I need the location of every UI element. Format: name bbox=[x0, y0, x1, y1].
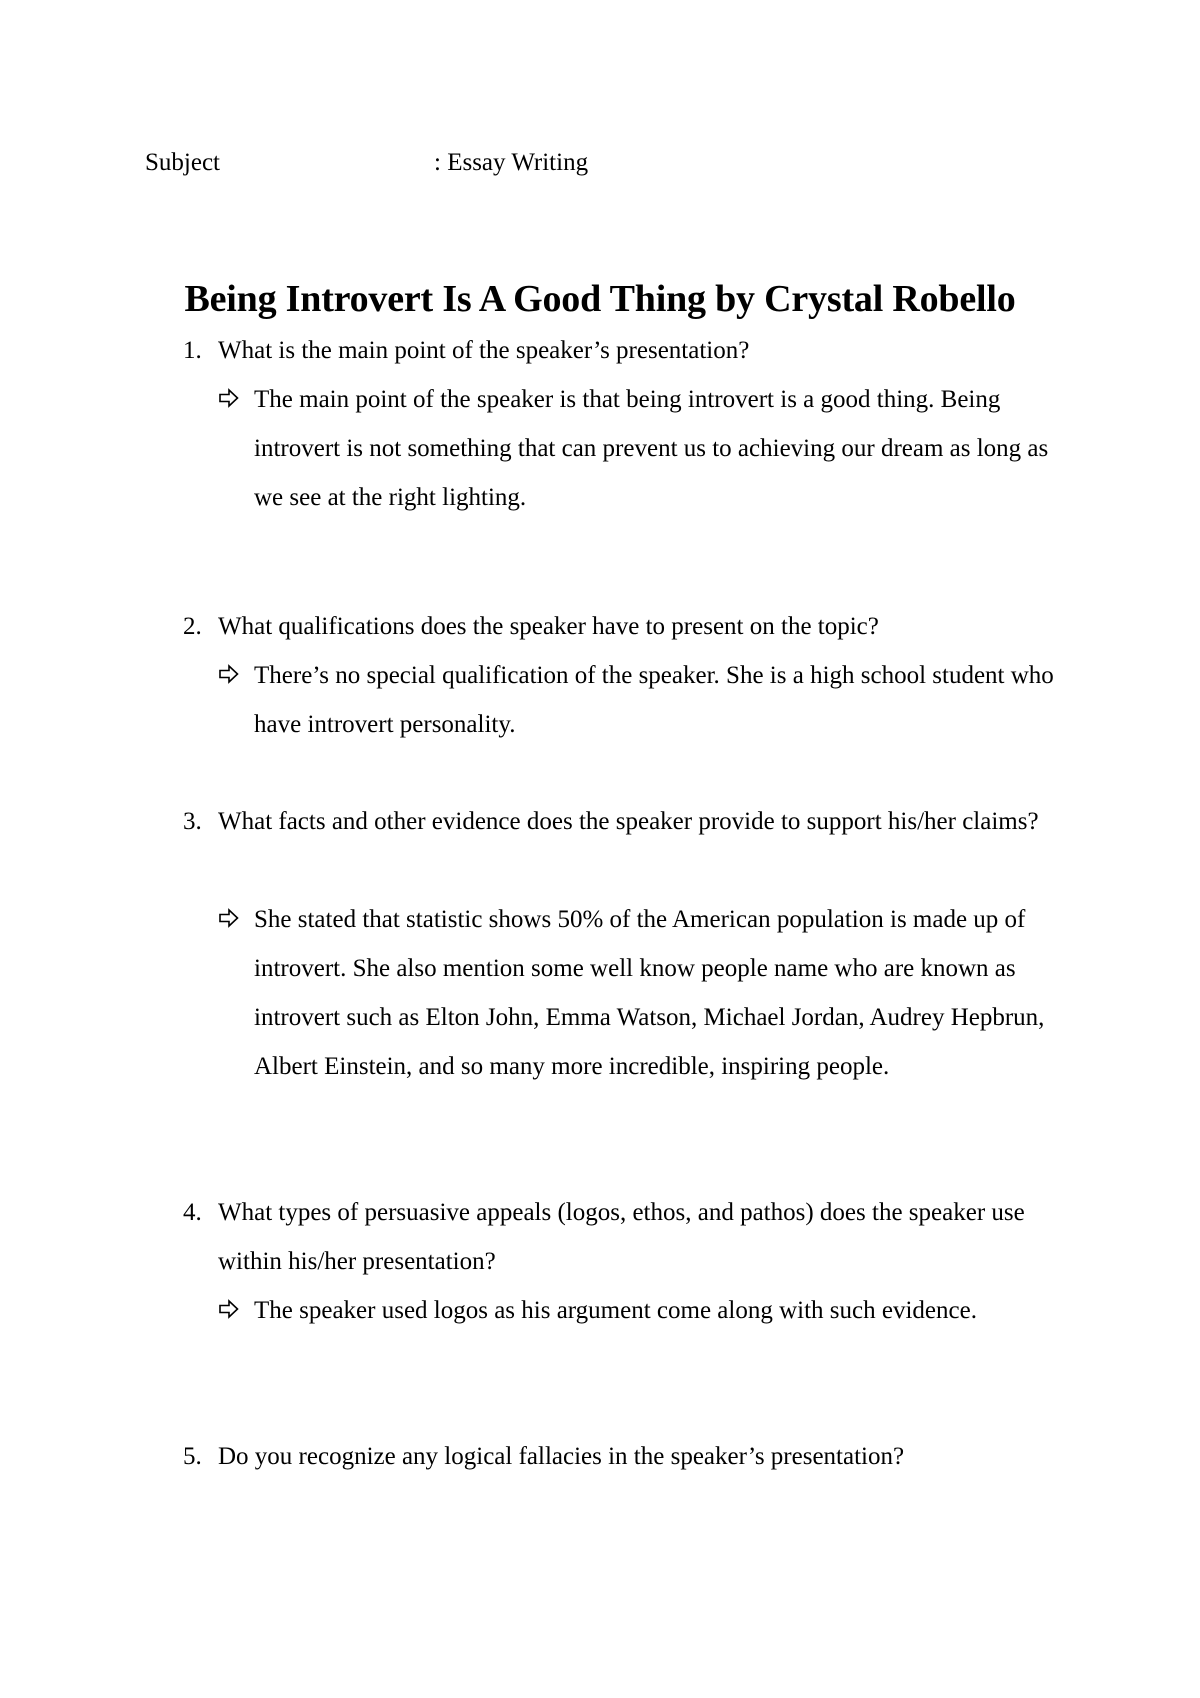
question-number: 2. bbox=[183, 613, 202, 640]
question-number: 1. bbox=[183, 337, 202, 364]
question-text: What types of persuasive appeals (logos, ethos, and pathos) does the speaker use within his/her presentation? bbox=[218, 1199, 1025, 1275]
answer-text: There’s no special qualification of the speaker. She is a high school student who have introvert personality. bbox=[254, 662, 1054, 738]
question-text: What is the main point of the speaker’s presentation? bbox=[218, 337, 750, 364]
subject-value: : Essay Writing bbox=[434, 149, 589, 176]
hollow-arrow-icon bbox=[218, 387, 240, 409]
question-number: 4. bbox=[183, 1199, 202, 1226]
answer-text: She stated that statistic shows 50% of the American population is made up of introvert. She also mention some well know people name who are known as introvert such as Elton John, Emma Watson, Michael Jordan, Audrey Hepbrun, Albert Einstein, and so many more incredible, inspiring people. bbox=[254, 906, 1045, 1080]
hollow-arrow-icon bbox=[218, 907, 240, 929]
hollow-arrow-icon bbox=[218, 663, 240, 685]
question-text: What qualifications does the speaker have to present on the topic? bbox=[218, 613, 879, 640]
answer-text: The speaker used logos as his argument come along with such evidence. bbox=[254, 1297, 977, 1324]
answer-text: The main point of the speaker is that being introvert is a good thing. Being introvert is not something that can prevent us to achieving our dream as long as we see at the right lighting. bbox=[254, 386, 1049, 511]
question-text: What facts and other evidence does the speaker provide to support his/her claims? bbox=[218, 808, 1039, 835]
question-text: Do you recognize any logical fallacies in the speaker’s presentation? bbox=[218, 1443, 905, 1470]
hollow-arrow-icon bbox=[218, 1298, 240, 1320]
subject-label: Subject bbox=[145, 149, 220, 176]
question-number: 3. bbox=[183, 808, 202, 835]
document-title: Being Introvert Is A Good Thing by Crystal Robello bbox=[184, 278, 1016, 320]
question-number: 5. bbox=[183, 1443, 202, 1470]
